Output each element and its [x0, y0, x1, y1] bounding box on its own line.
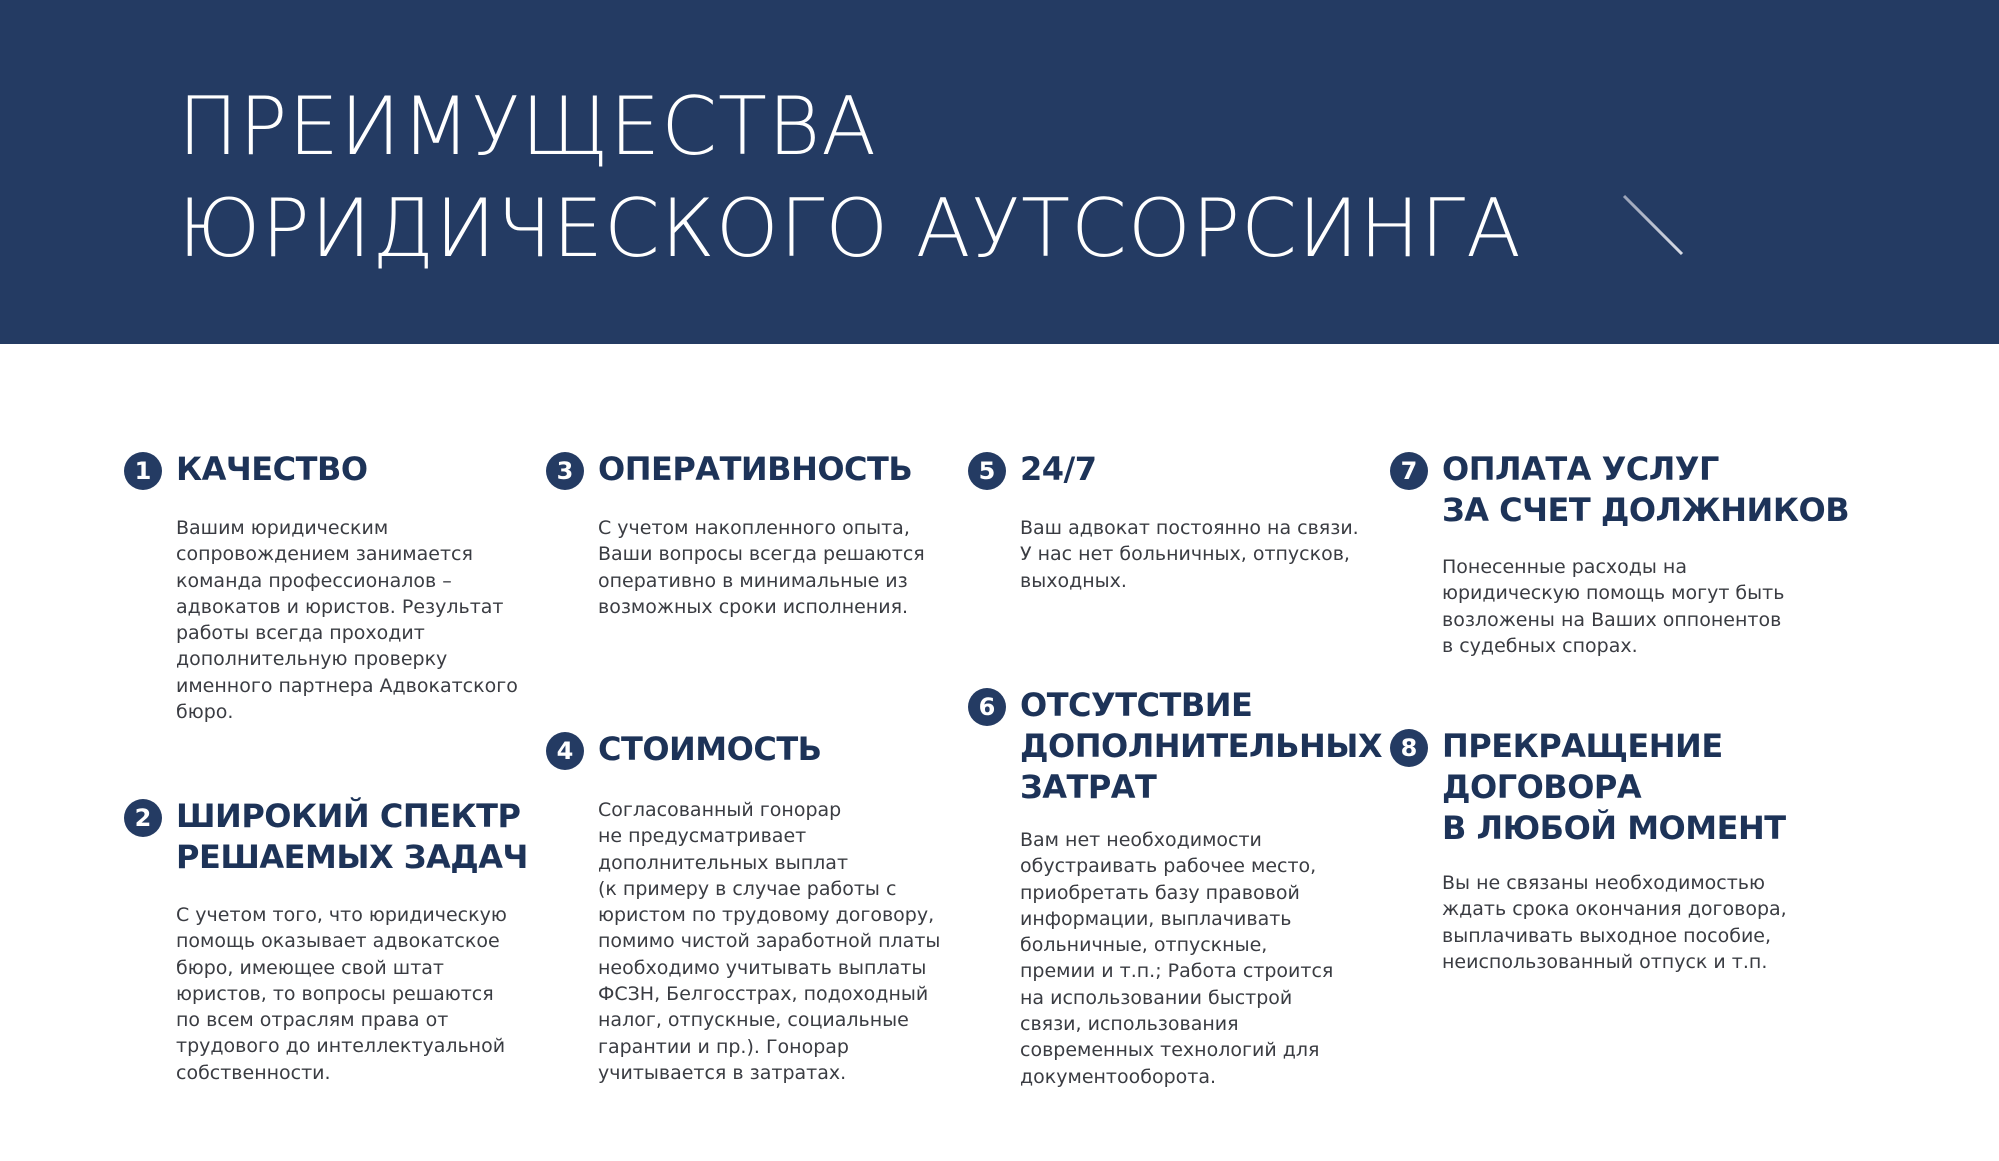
item-title-line: ЗАТРАТ: [1020, 768, 1157, 806]
item-description-line: С учетом накопленного опыта,: [598, 517, 910, 539]
item-description-line: по всем отраслям права от: [176, 1009, 449, 1032]
item-description-line: дополнительных выплат: [598, 851, 849, 874]
item-description: [1442, 554, 1784, 659]
item-description-line: выходных.: [1020, 569, 1127, 592]
item-title: [598, 729, 822, 770]
item-title-line: ОПЛАТА УСЛУГ: [1442, 450, 1719, 488]
item-title-line: СТОИМОСТЬ: [598, 730, 822, 768]
item-description: [598, 797, 940, 1086]
item-description-line: адвокатов и юристов. Результат: [176, 595, 504, 618]
item-title-line: ОТСУТСТВИЕ: [1020, 686, 1253, 724]
item-description-line: современных технологий для: [1020, 1039, 1320, 1062]
item-description-line: ждать срока окончания договора,: [1442, 898, 1787, 921]
item-description-line: работы всегда проходит: [176, 622, 425, 645]
number-badge: 3: [546, 452, 584, 490]
item-description-line: не предусматривает: [598, 825, 807, 848]
item-title-line: ПРЕКРАЩЕНИЕ: [1442, 727, 1723, 765]
item-title-line: РЕШАЕМЫХ ЗАДАЧ: [176, 838, 528, 876]
page-title-line-2: ЮРИДИЧЕСКОГО АУТСОРСИНГА: [178, 182, 1522, 275]
item-description-line: оперативно в минимальные из: [598, 569, 908, 592]
item-description-line: учитывается в затратах.: [598, 1061, 847, 1084]
item-description-line: информации, выплачивать: [1020, 907, 1292, 930]
item-title-line: ШИРОКИЙ СПЕКТР: [176, 797, 521, 835]
item-description-line: ФСЗН, Белгосстрах, подоходный: [598, 983, 929, 1006]
item-description-line: (к примеру в случае работы с: [598, 877, 897, 900]
item-description-line: приобретать базу правовой: [1020, 881, 1300, 904]
item-title: [176, 796, 528, 878]
item-description-line: сопровождением занимается: [176, 543, 473, 566]
item-description-line: неиспользованный отпуск и т.п.: [1442, 950, 1768, 973]
number-badge: 1: [124, 452, 162, 490]
item-description: [176, 902, 507, 1086]
item-title: [1020, 449, 1096, 490]
item-description: [1442, 870, 1787, 975]
item-description-line: юридическую помощь могут быть: [1442, 582, 1785, 605]
item-description-line: Понесенные расходы на: [1442, 556, 1687, 578]
item-title-line: В ЛЮБОЙ МОМЕНТ: [1442, 809, 1786, 847]
item-title-line: ДОПОЛНИТЕЛЬНЫХ: [1020, 727, 1383, 765]
item-title-line: 24/7: [1020, 450, 1097, 488]
number-badge: 8: [1390, 729, 1428, 767]
item-description-line: именного партнера Адвокатского: [176, 674, 518, 697]
item-description-line: собственности.: [176, 1061, 331, 1084]
item-description-line: связи, использования: [1020, 1013, 1239, 1036]
item-description: [176, 515, 518, 725]
item-description-line: в судебных спорах.: [1442, 634, 1638, 657]
item-description-line: больничные, отпускные,: [1020, 934, 1268, 957]
number-badge: 7: [1390, 452, 1428, 490]
page-title-line-1: ПРЕИМУЩЕСТВА: [178, 80, 878, 173]
item-title-line: КАЧЕСТВО: [176, 450, 368, 488]
item-title: [1442, 449, 1849, 531]
item-description-line: У нас нет больничных, отпусков,: [1020, 543, 1350, 566]
item-description-line: возможных сроки исполнения.: [598, 595, 909, 618]
number-badge: 6: [968, 688, 1006, 726]
item-description: [1020, 515, 1359, 594]
item-description-line: помимо чистой заработной платы: [598, 930, 941, 953]
arrow-down-right-icon: [1618, 190, 1688, 260]
item-title: [176, 449, 368, 490]
item-description-line: Вашим юридическим: [176, 517, 389, 539]
item-description-line: юристов, то вопросы решаются: [176, 982, 494, 1005]
item-description-line: Вам нет необходимости: [1020, 829, 1262, 851]
item-description-line: налог, отпускные, социальные: [598, 1009, 909, 1032]
item-description-line: выплачивать выходное пособие,: [1442, 924, 1772, 947]
item-description-line: юристом по трудовому договору,: [598, 904, 935, 927]
item-title-line: ОПЕРАТИВНОСТЬ: [598, 450, 913, 488]
number-badge: 5: [968, 452, 1006, 490]
item-title: [598, 449, 912, 490]
number-badge: 4: [546, 732, 584, 770]
item-description-line: Ваш адвокат постоянно на связи.: [1020, 517, 1359, 539]
item-description-line: Согласованный гонорар: [598, 799, 842, 821]
item-description: [1020, 827, 1333, 1090]
header-banner: [0, 0, 1999, 344]
page-title: [178, 76, 1522, 280]
item-description-line: бюро, имеющее свой штат: [176, 956, 444, 979]
item-description-line: трудового до интеллектуальной: [176, 1035, 506, 1058]
item-description-line: документооборота.: [1020, 1065, 1217, 1088]
item-description-line: необходимо учитывать выплаты: [598, 956, 927, 979]
item-description-line: помощь оказывает адвокатское: [176, 930, 500, 953]
item-title: [1020, 685, 1382, 808]
item-description-line: дополнительную проверку: [176, 648, 448, 671]
item-title: [1442, 726, 1786, 849]
item-description: [598, 515, 925, 620]
item-description-line: Вы не связаны необходимостью: [1442, 872, 1765, 894]
item-description-line: на использовании быстрой: [1020, 986, 1293, 1009]
item-description-line: премии и т.п.; Работа строится: [1020, 960, 1334, 983]
item-title-line: ДОГОВОРА: [1442, 768, 1642, 806]
item-description-line: гарантии и пр.). Гонорар: [598, 1035, 849, 1058]
item-description-line: С учетом того, что юридическую: [176, 904, 507, 926]
number-badge: 2: [124, 799, 162, 837]
item-title-line: ЗА СЧЕТ ДОЛЖНИКОВ: [1442, 491, 1850, 529]
item-description-line: обустраивать рабочее место,: [1020, 855, 1317, 878]
item-description-line: Ваши вопросы всегда решаются: [598, 543, 925, 566]
item-description-line: команда профессионалов –: [176, 569, 452, 592]
item-description-line: возложены на Ваших оппонентов: [1442, 608, 1782, 631]
item-description-line: бюро.: [176, 701, 234, 724]
